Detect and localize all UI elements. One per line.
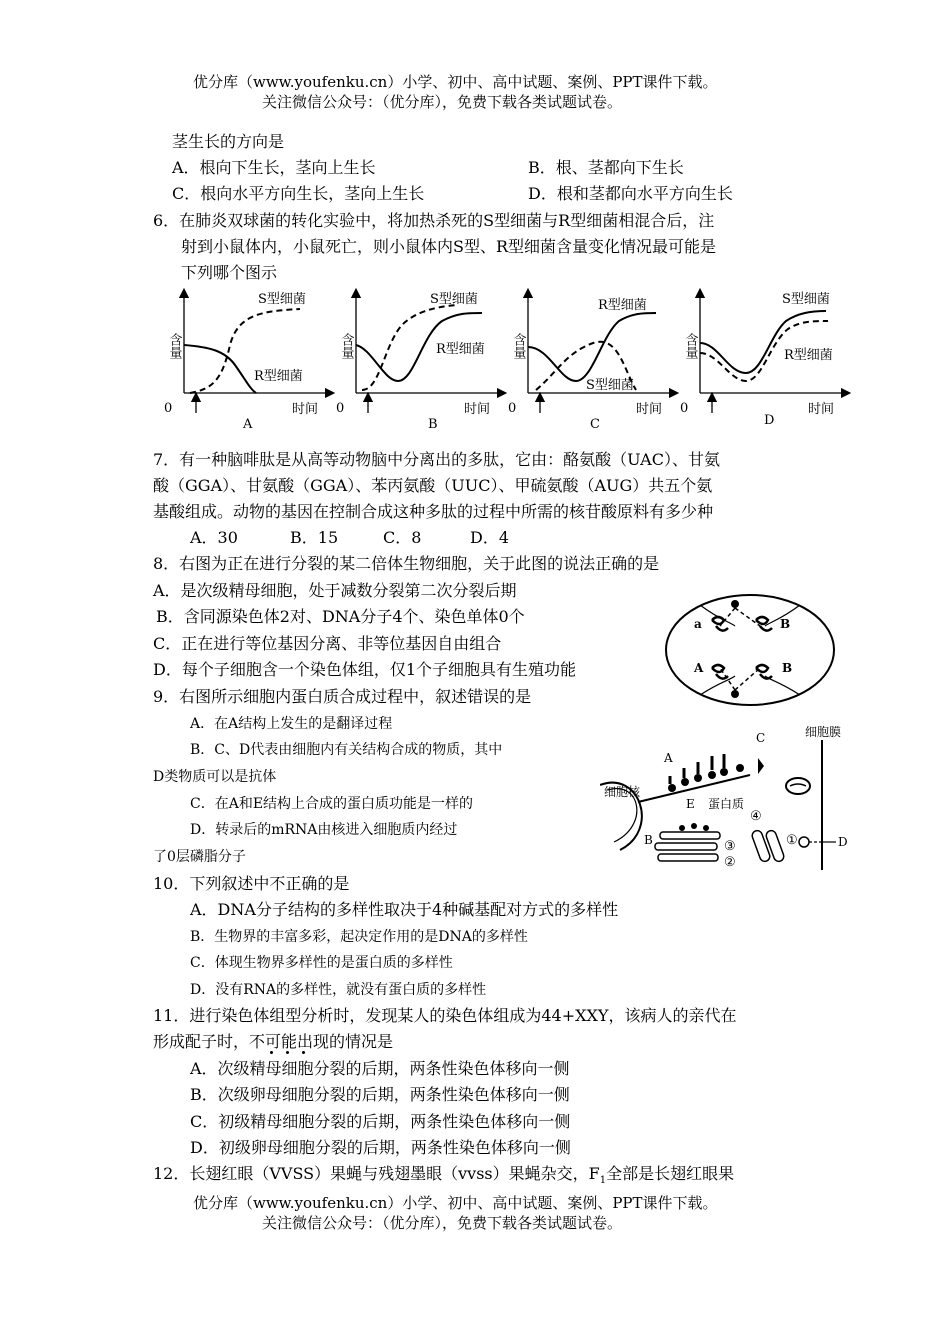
q11-option-a: A．次级精母细胞分裂的后期，两条性染色体移向一侧 xyxy=(190,1059,570,1078)
graph-a-xlabel: 时间 xyxy=(292,402,319,417)
q9-option-d-line-2: 了0层磷脂分子 xyxy=(153,849,246,865)
q8-option-a: A．是次级精母细胞，处于减数分裂第二次分裂后期 xyxy=(153,581,517,600)
q7-option-c: C．8 xyxy=(383,528,422,547)
graph-c-r-label: R型细菌 xyxy=(598,298,647,313)
graph-b-letter: B xyxy=(428,417,438,432)
graph-b-zero: 0 xyxy=(336,401,345,416)
graph-c-s-label: S型细菌 xyxy=(586,378,634,393)
header-line-2: 关注微信公众号：（优分库），免费下载各类试题试卷。 xyxy=(262,93,623,111)
q11-option-b: B．次级卵母细胞分裂的后期，两条性染色体移向一侧 xyxy=(190,1085,570,1104)
graph-b-ylabel: 含量 xyxy=(338,333,354,359)
q7-stem-line-3: 基酸组成。动物的基因在控制合成这种多肽的过程中所需的核苷酸原料有多少种 xyxy=(153,502,714,521)
graph-a-r-label: R型细菌 xyxy=(254,369,303,384)
q7-stem-line-2: 酸（GGA）、甘氨酸（GGA）、苯丙氨酸（UUC）、甲硫氨酸（AUG）共五个氨 xyxy=(153,476,713,495)
q8-fig-label-b-bottom: B xyxy=(782,661,793,675)
q12-stem-part-2: 全部是长翅红眼果 xyxy=(606,1164,735,1183)
q9-option-c: C．在A和E结构上合成的蛋白质功能是一样的 xyxy=(190,796,474,812)
q5-stem-continued: 茎生长的方向是 xyxy=(172,132,285,151)
q6-stem-line-3: 下列哪个图示 xyxy=(181,263,278,282)
graph-d-r-label: R型细菌 xyxy=(784,348,833,363)
graph-a-zero: 0 xyxy=(164,401,173,416)
q12-stem-part-1: 12．长翅红眼（VVSS）果蝇与残翅墨眼（vvss）果蝇杂交，F xyxy=(153,1164,600,1183)
q9-option-b-line-2: D类物质可以是抗体 xyxy=(153,769,277,785)
header-line-1: 优分库（www.youfenku.cn）小学、初中、高中试题、案例、PPT课件下载。 xyxy=(193,73,718,91)
q5-option-d: D．根和茎都向水平方向生长 xyxy=(528,184,733,203)
footer-line-2: 关注微信公众号：（优分库），免费下载各类试题试卷。 xyxy=(262,1214,623,1232)
graph-b-xlabel: 时间 xyxy=(464,402,491,417)
q8-stem: 8．右图为正在进行分裂的某二倍体生物细胞，关于此图的说法正确的是 xyxy=(153,554,660,573)
q11-emphasis-dots xyxy=(268,1051,308,1055)
q11-option-c: C．初级精母细胞分裂的后期，两条性染色体移向一侧 xyxy=(190,1112,571,1131)
q9-fig-num-1: ① xyxy=(786,833,798,848)
q11-option-d: D．初级卵母细胞分裂的后期，两条性染色体移向一侧 xyxy=(190,1138,571,1157)
q9-stem: 9．右图所示细胞内蛋白质合成过程中，叙述错误的是 xyxy=(153,687,532,706)
graph-c-xlabel: 时间 xyxy=(636,402,663,417)
q7-option-b: B．15 xyxy=(290,528,339,547)
q10-option-b: B．生物界的丰富多彩，起决定作用的是DNA的多样性 xyxy=(190,929,528,945)
graph-b-s-label: S型细菌 xyxy=(430,292,478,307)
graph-d-zero: 0 xyxy=(680,401,689,416)
q8-fig-label-a-big: A xyxy=(694,661,704,675)
q10-stem: 10．下列叙述中不正确的是 xyxy=(153,874,350,893)
graph-c-ylabel: 含量 xyxy=(510,333,526,359)
graph-c-letter: C xyxy=(590,417,600,432)
q9-fig-label-c: C xyxy=(756,731,766,745)
graph-a-s-label: S型细菌 xyxy=(258,292,306,307)
q7-option-d: D．4 xyxy=(470,528,510,547)
q7-option-a: A．30 xyxy=(190,528,238,547)
q9-fig-label-d: D xyxy=(838,835,848,849)
graph-d xyxy=(680,291,846,428)
q5-option-c: C．根向水平方向生长，茎向上生长 xyxy=(172,184,425,203)
q12-stem-line-1 xyxy=(153,1164,734,1191)
q8-cell-figure xyxy=(660,590,840,710)
q9-fig-label-b: B xyxy=(644,833,653,847)
q9-fig-num-2: ② xyxy=(724,855,736,870)
q9-fig-num-4: ④ xyxy=(750,809,762,824)
graph-b xyxy=(336,291,502,432)
q9-option-b-line-1: B．C、D代表由细胞内有关结构合成的物质，其中 xyxy=(190,742,503,758)
q6-stem-line-2: 射到小鼠体内，小鼠死亡，则小鼠体内S型、R型细菌含量变化情况最可能是 xyxy=(181,237,717,256)
q5-option-a: A．根向下生长，茎向上生长 xyxy=(172,158,376,177)
footer-line-1: 优分库（www.youfenku.cn）小学、初中、高中试题、案例、PPT课件下载。 xyxy=(193,1194,718,1212)
q8-option-d: D．每个子细胞含一个染色体组，仅1个子细胞具有生殖功能 xyxy=(153,660,577,679)
q9-fig-protein-label: 蛋白质 xyxy=(708,797,745,811)
graph-d-letter: D xyxy=(764,413,775,428)
q10-option-a: A．DNA分子结构的多样性取决于4种碱基配对方式的多样性 xyxy=(190,900,619,919)
graph-a-letter: A xyxy=(243,417,253,432)
q10-option-c: C．体现生物界多样性的是蛋白质的多样性 xyxy=(190,955,453,971)
graph-a-ylabel-1: 含量 xyxy=(166,333,182,359)
graph-d-xlabel: 时间 xyxy=(808,402,835,417)
q9-fig-num-3: ③ xyxy=(724,839,736,854)
q11-stem-line-1: 11．进行染色体组型分析时，发现某人的染色体组成为44+XXY，该病人的亲代在 xyxy=(153,1006,737,1025)
q12-subscript: 1 xyxy=(599,1175,607,1187)
graph-c xyxy=(508,293,674,432)
q8-option-c: C．正在进行等位基因分离、非等位基因自由组合 xyxy=(153,634,502,653)
q9-option-d-line-1: D．转录后的mRNA由核进入细胞质内经过 xyxy=(190,822,458,838)
graph-d-ylabel: 含量 xyxy=(682,333,698,359)
q10-option-d: D．没有RNA的多样性，就没有蛋白质的多样性 xyxy=(190,982,487,998)
q8-fig-label-a: a xyxy=(694,617,702,631)
graph-b-r-label: R型细菌 xyxy=(436,342,485,357)
q6-graphs xyxy=(150,285,860,435)
q9-fig-membrane-label: 细胞膜 xyxy=(805,725,842,739)
q5-option-b: B．根、茎都向下生长 xyxy=(528,158,684,177)
q8-fig-label-b-top: B xyxy=(780,617,791,631)
q8-option-b: B．含同源染色体2对、DNA分子4个、染色单体0个 xyxy=(156,607,525,626)
q9-fig-nucleus-label: 细胞核 xyxy=(604,785,641,799)
q11-stem-line-2: 形成配子时，不可能出现的情况是 xyxy=(153,1032,394,1051)
q9-protein-figure xyxy=(600,720,850,875)
graph-a xyxy=(164,291,330,432)
q9-option-a: A．在A结构上发生的是翻译过程 xyxy=(190,716,393,732)
q6-stem-line-1: 6．在肺炎双球菌的转化实验中，将加热杀死的S型细菌与R型细菌相混合后，注 xyxy=(153,211,715,230)
q9-fig-label-e: E xyxy=(686,797,695,811)
graph-d-s-label: S型细菌 xyxy=(782,292,830,307)
q9-fig-label-a: A xyxy=(664,751,673,765)
q7-stem-line-1: 7．有一种脑啡肽是从高等动物脑中分离出的多肽，它由：酪氨酸（UAC）、甘氨 xyxy=(153,450,720,469)
graph-c-zero: 0 xyxy=(508,401,517,416)
